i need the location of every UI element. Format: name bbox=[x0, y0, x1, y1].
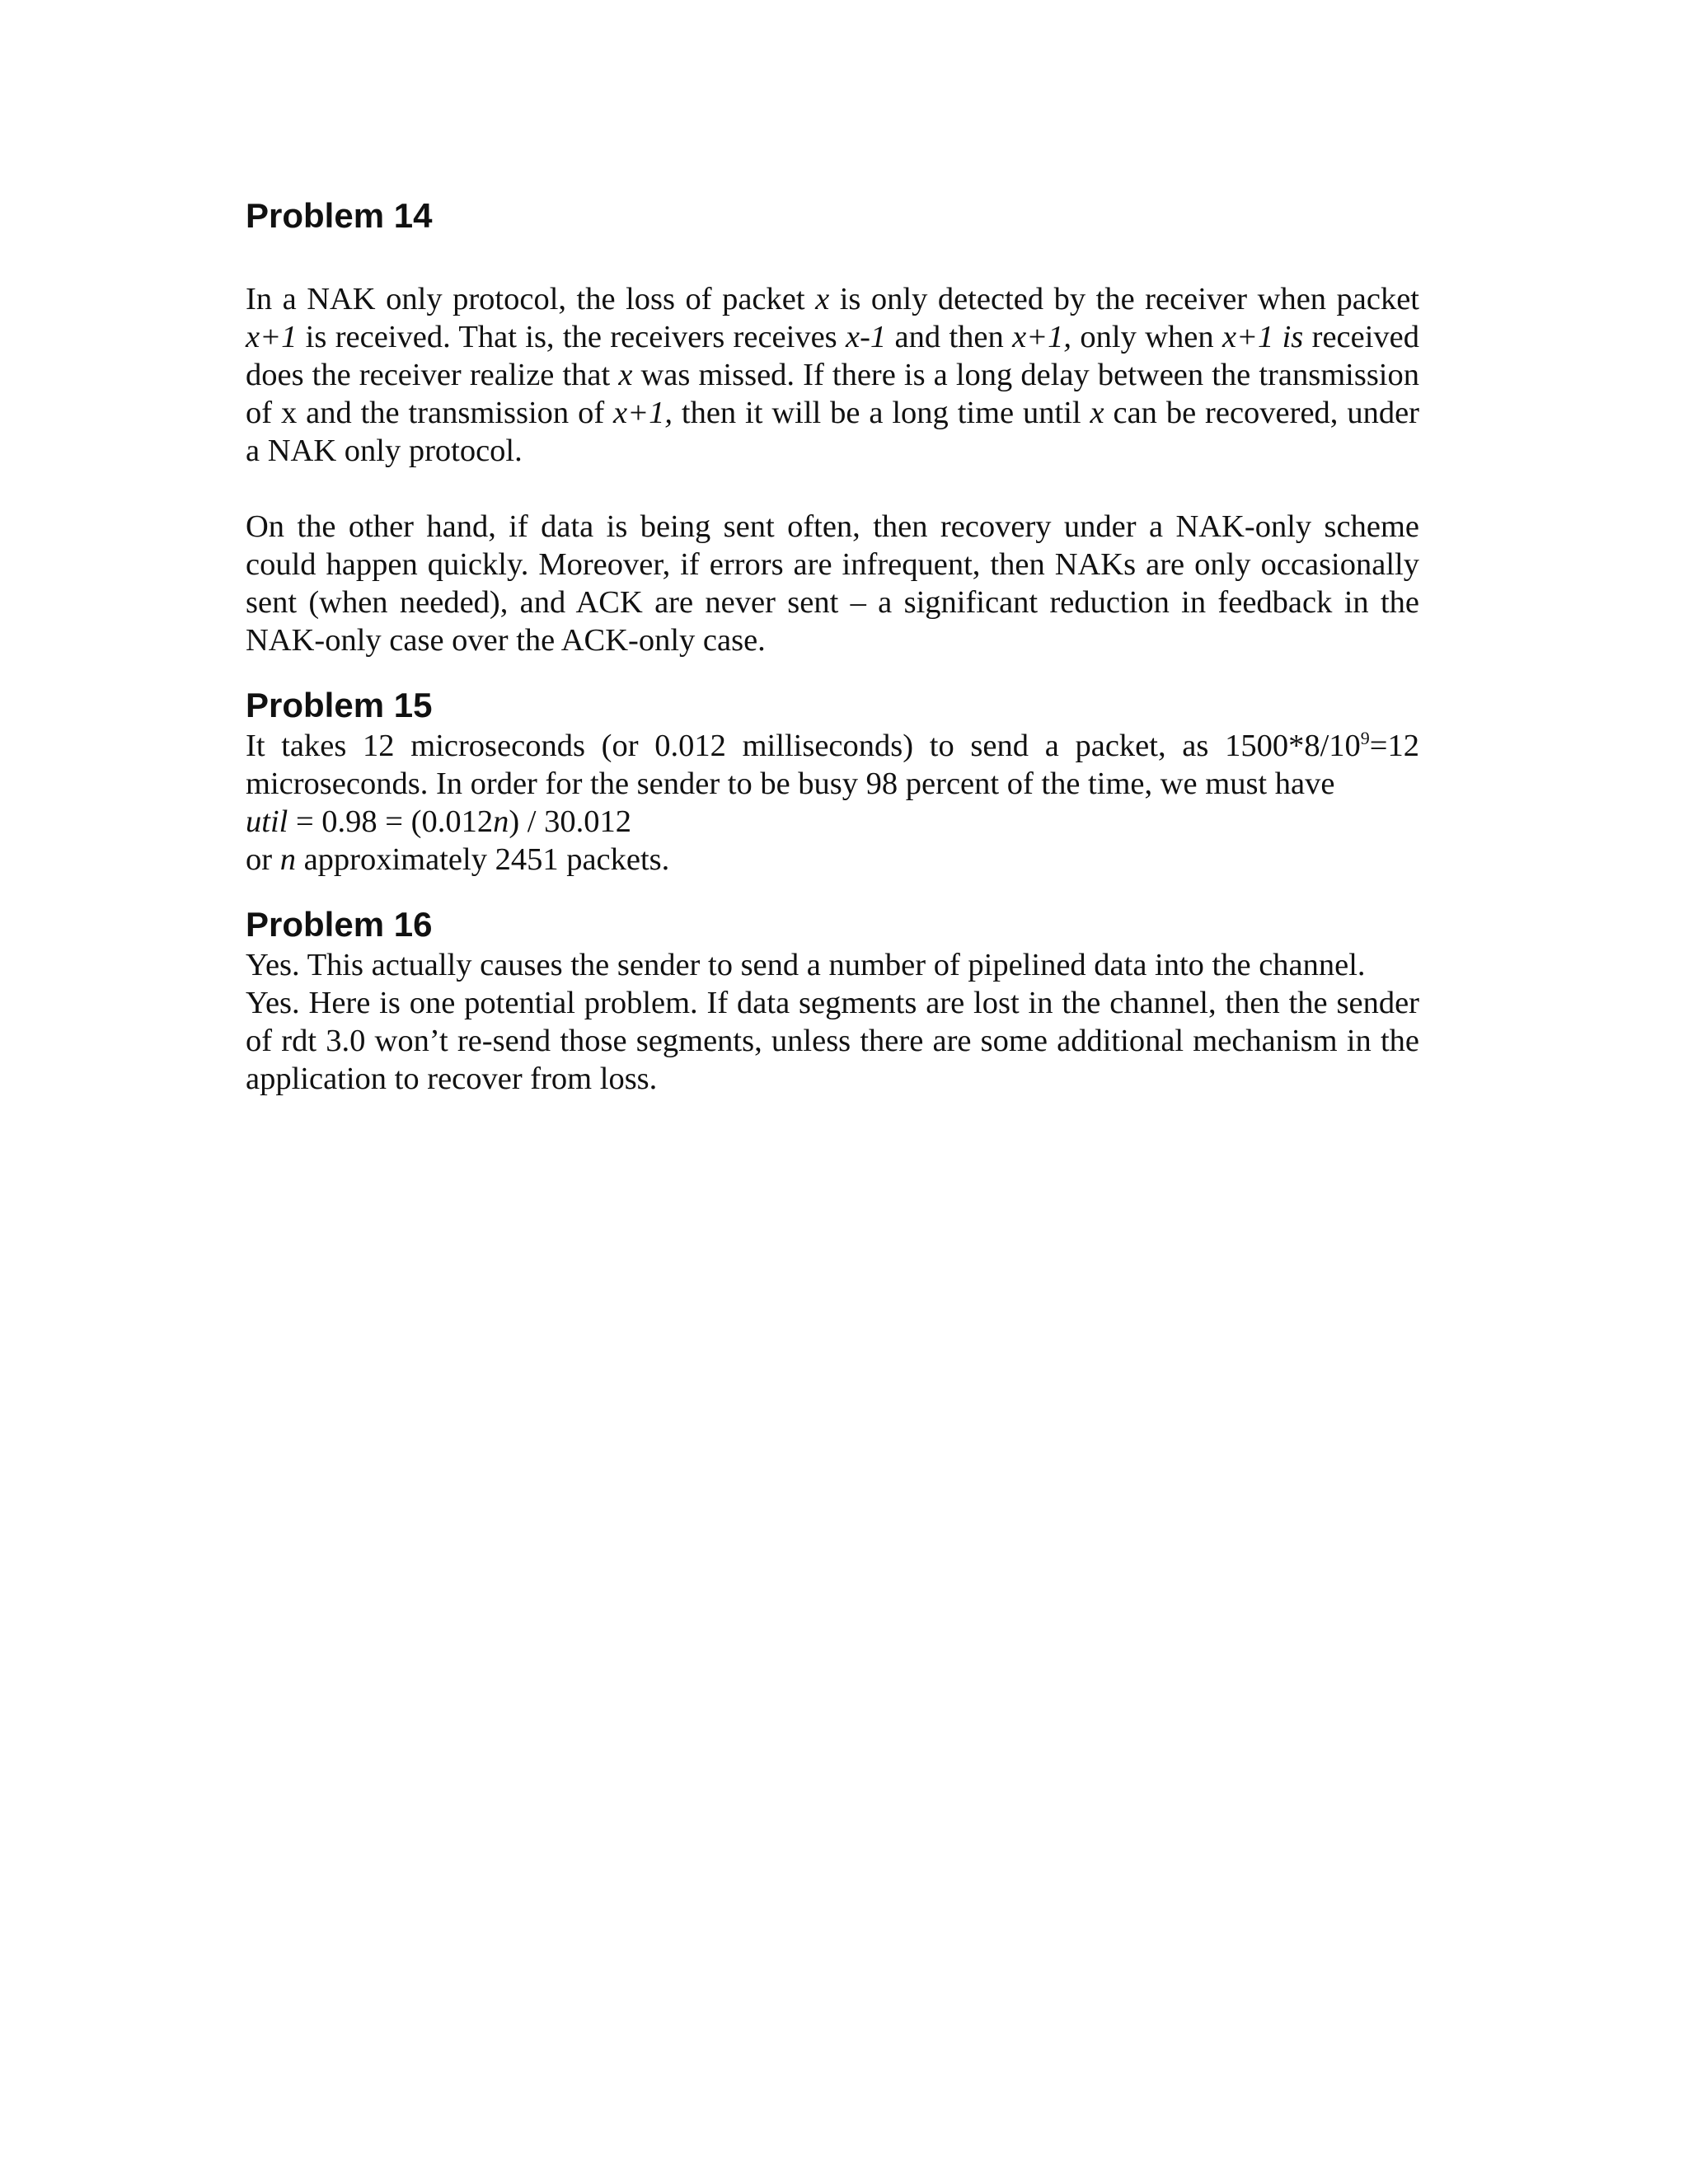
problem-15-paragraph bbox=[246, 727, 1419, 803]
text-run: only when bbox=[1071, 320, 1222, 354]
math-var: x bbox=[1090, 396, 1104, 430]
text-run: ) / 30.012 bbox=[509, 804, 631, 839]
text-run: It takes 12 microseconds (or 0.012 milliseconds) to send a packet, as 1500*8/10 bbox=[246, 729, 1361, 763]
text-run: approximately 2451 packets. bbox=[295, 842, 670, 877]
text-run: is only detected by the receiver when packet bbox=[829, 282, 1420, 316]
text-run: then it will be a long time until bbox=[672, 396, 1090, 430]
utilization-equation bbox=[246, 803, 1419, 841]
text-run: can be recovered, under a NAK only protocol. bbox=[246, 396, 1419, 468]
text-run: was missed. If there is a long delay between the transmission of x and the transmission of bbox=[246, 358, 1419, 430]
text-run: =12 microseconds. In order for the sender to be busy 98 percent of the time, we must have bbox=[246, 729, 1419, 801]
math-var: x+1 bbox=[246, 320, 298, 354]
problem-14-paragraph-2: On the other hand, if data is being sent often, then recovery under a NAK-only scheme could happen quickly. Moreover, if errors are infrequent, then NAKs are only occasionally sent (when needed), and ACK are never sent – a significant reduction in feedback in the NAK-only case over the ACK-only case. bbox=[246, 509, 1419, 658]
superscript: 9 bbox=[1360, 728, 1370, 748]
math-var: x bbox=[618, 358, 633, 392]
document-page bbox=[246, 194, 1419, 1098]
problem-16-line-1: Yes. This actually causes the sender to send a number of pipelined data into the channel. bbox=[246, 948, 1366, 982]
text-run: or bbox=[246, 842, 280, 877]
text-run: and then bbox=[886, 320, 1013, 354]
math-var: util bbox=[246, 804, 288, 839]
problem-14-heading: Problem 14 bbox=[246, 196, 433, 235]
math-var: n bbox=[279, 842, 296, 877]
problem-14-paragraph-1 bbox=[246, 280, 1419, 470]
math-var: x+1 is bbox=[1221, 320, 1304, 354]
math-var: x bbox=[815, 282, 830, 316]
text-run: is received. That is, the receivers receives bbox=[297, 320, 846, 354]
problem-16-paragraph: Yes. Here is one potential problem. If data segments are lost in the channel, then the sender of rdt 3.0 won’t re-send those segments, unless there are some additional mechanism in the application to recover from loss. bbox=[246, 986, 1419, 1096]
text-run: received does the receiver realize that bbox=[246, 320, 1420, 392]
math-var: x+1, bbox=[1012, 320, 1072, 354]
problem-16-heading: Problem 16 bbox=[246, 905, 433, 944]
problem-15-result bbox=[246, 841, 1419, 879]
text-run: = 0.98 = (0.012 bbox=[288, 804, 494, 839]
problem-15-heading: Problem 15 bbox=[246, 686, 433, 724]
math-var: n bbox=[493, 804, 509, 839]
math-var: x-1 bbox=[846, 320, 887, 354]
math-var: x+1, bbox=[613, 396, 673, 430]
text-run: In a NAK only protocol, the loss of packet bbox=[246, 282, 816, 316]
